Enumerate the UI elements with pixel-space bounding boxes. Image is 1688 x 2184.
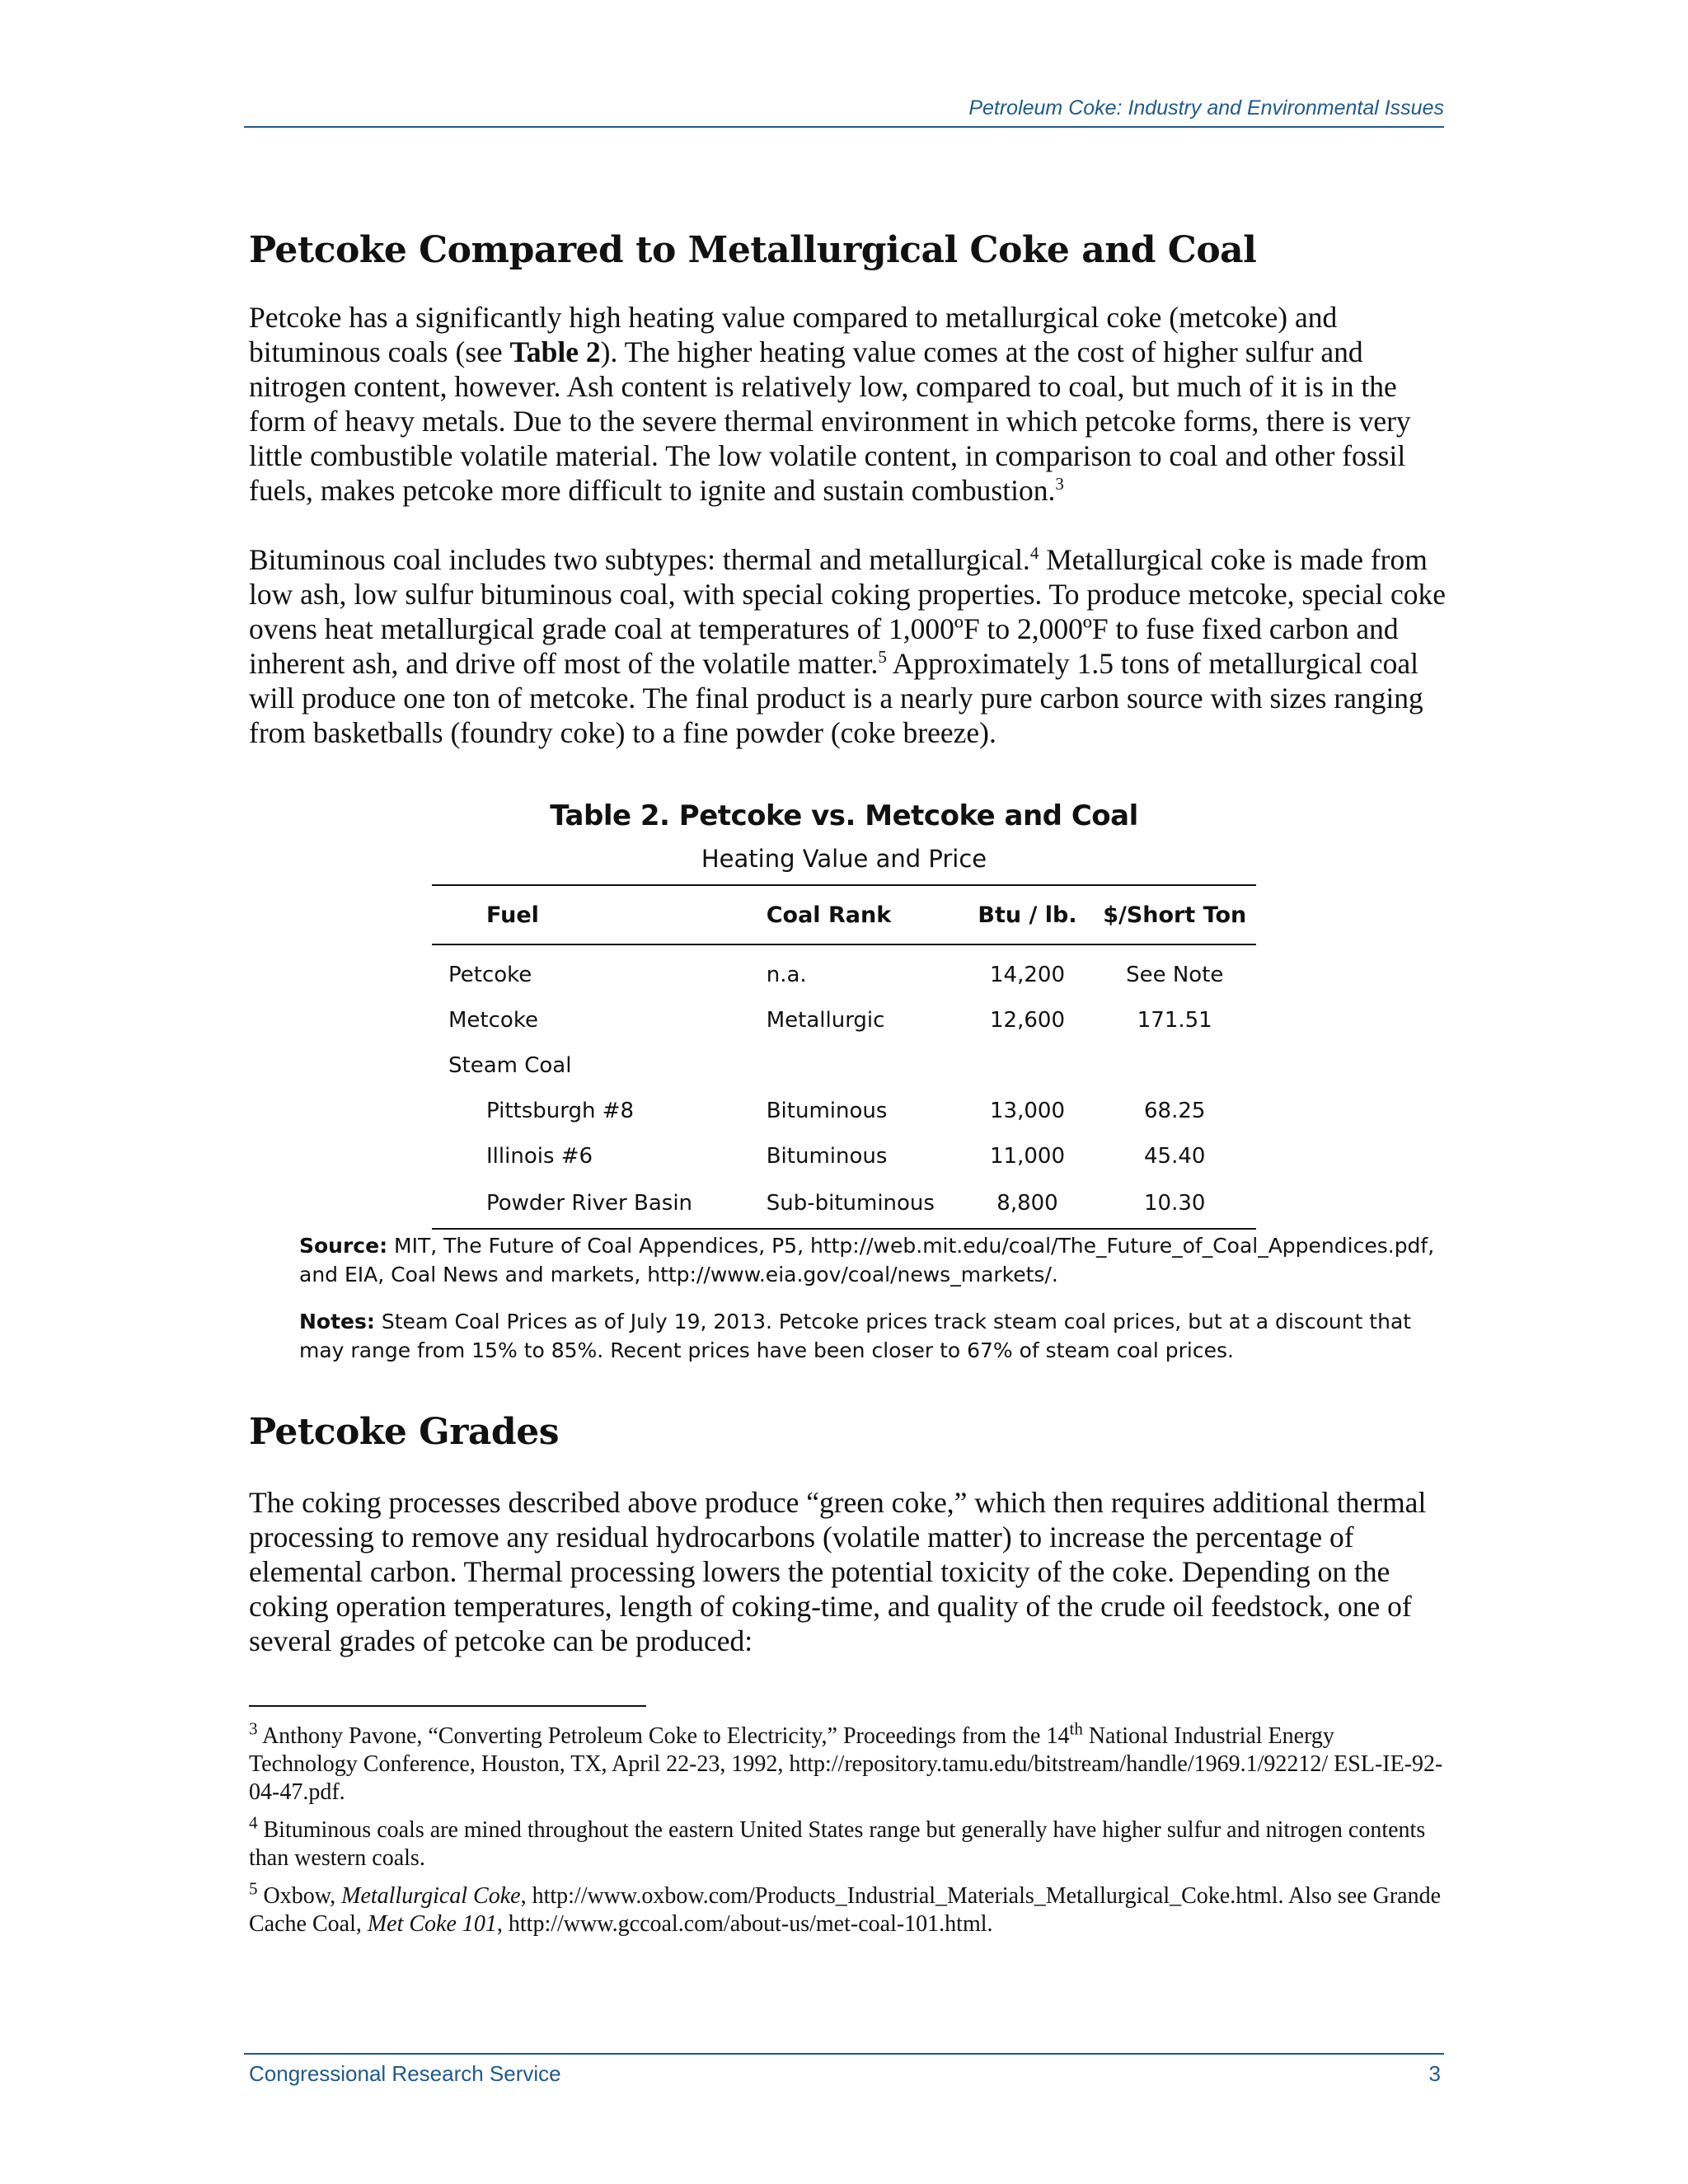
section-heading-grades: Petcoke Grades	[249, 1411, 559, 1453]
table-cell: Petcoke	[448, 962, 532, 987]
footnote-5: $^5$ Oxbow, Metallurgical Coke, http://www.oxbow.com/Products_Industrial_Materials_Metallurgical_Coke.html. Also see Grande Cache Coal, Met Coke 101, http://www.gccoal.com/about-us/met-coal-101.html.	[249, 1878, 1442, 1937]
table-cell: Bituminous	[766, 1098, 888, 1123]
column-header-fuel: Fuel	[432, 885, 767, 944]
table-cell: 12,600	[990, 1007, 1065, 1033]
table-cell	[962, 1043, 1094, 1088]
table-cell: Steam Coal	[448, 1052, 572, 1078]
table-cell: 171.51	[1137, 1007, 1212, 1033]
table-title: Table 2. Petcoke vs. Metcoke and Coal	[550, 799, 1138, 832]
footnote-ref-3: 3	[1055, 474, 1064, 494]
table-cell	[1093, 1043, 1256, 1088]
source-label: Source:	[299, 1234, 388, 1258]
table-cell: 14,200	[990, 962, 1065, 987]
column-header-btu: Btu / lb.	[962, 885, 1094, 944]
table-cell: Metallurgic	[766, 1007, 885, 1033]
table-subtitle: Heating Value and Price	[701, 845, 987, 873]
table-cell: Metcoke	[448, 1007, 538, 1033]
column-header-price: $/Short Ton	[1093, 885, 1256, 944]
table-cell: Bituminous	[766, 1143, 888, 1169]
paragraph-petcoke-grades: The coking processes described above produce “green coke,” which then requires additional thermal processing to remove any residual hydrocarbons (volatile matter) to increase the percentage of elemental carbon. Thermal processing lowers the potential toxicity of the coke. Depending on the coking operation temperatures, length of coking-time, and quality of the crude oil feedstock, one of several grades of petcoke can be produced:	[249, 1486, 1427, 1657]
table-cell: Powder River Basin	[432, 1179, 767, 1229]
footnote-ref-5: 5	[878, 647, 887, 668]
footnote-4: $^4$ Bituminous coals are mined throughout the eastern United States range but generally have higher sulfur and nitrogen contents than western coals.	[249, 1812, 1426, 1871]
table-cell: 11,000	[990, 1143, 1065, 1169]
notes-label: Notes:	[299, 1310, 375, 1333]
paragraph-bituminous-coal: Bituminous coal includes two subtypes: thermal and metallurgical.$^4$ Metallurgical coke is made from low ash, low sulfur bituminous coal, with special coking properties. To produce metcoke, special coke ovens heat metallurgical grade coal at temperatures of 1,000ºF to 2,000ºF to fuse fixed carbon and inherent ash, and drive off most of the volatile matter.$^5$ Approximately 1.5 tons of metallurgical coal will produce one ton of metcoke. The final product is a nearly pure carbon source with sizes ranging from basketballs (foundry coke) to a fine powder (coke breeze).	[249, 543, 1446, 749]
table-cell: Sub-bituminous	[767, 1179, 962, 1229]
page-number: 3	[1428, 2061, 1441, 2086]
table-row	[432, 1043, 1256, 1088]
table-row	[432, 944, 1256, 997]
table-notes: Notes: Steam Coal Prices as of July 19, 2013. Petcoke prices track steam coal prices, but at a discount that may range from 15% to 85%. Recent prices have been closer to 67% of steam coal prices.	[299, 1310, 1412, 1362]
table-cell: Illinois #6	[486, 1143, 593, 1169]
header-title: Petroleum Coke: Industry and Environmental Issues	[968, 96, 1444, 120]
table-cell: See Note	[1126, 962, 1224, 987]
footnote-ref-4: 4	[1029, 543, 1039, 564]
table-row	[432, 997, 1256, 1043]
footnote-3: $^3$ Anthony Pavone, “Converting Petroleum Coke to Electricity,” Proceedings from the 14th National Industrial Energy Technology Conference, Houston, TX, April 22-23, 1992, http://repository.tamu.edu/bitstream/handle/1969.1/92212/ ESL-IE-92-04-47.pdf.	[249, 1718, 1443, 1805]
table-cell: Pittsburgh #8	[486, 1098, 635, 1123]
table-cell: n.a.	[766, 962, 807, 987]
table-source-note: Source: MIT, The Future of Coal Appendices, P5, http://web.mit.edu/coal/The_Future_of_Coal_Appendices.pdf, and EIA, Coal News and markets, http://www.eia.gov/coal/news_markets/.	[299, 1234, 1435, 1286]
column-header-coal-rank: Coal Rank	[767, 885, 962, 944]
fuel-comparison-table	[432, 884, 1256, 1230]
footnote-separator	[249, 1705, 646, 1707]
table-cell: 10.30	[1093, 1179, 1256, 1229]
table-cell: 8,800	[962, 1179, 1094, 1229]
table-reference: Table 2	[509, 335, 601, 368]
table-row	[432, 1088, 1256, 1133]
table-cell: 45.40	[1144, 1143, 1206, 1169]
section-heading-comparison: Petcoke Compared to Metallurgical Coke and Coal	[249, 229, 1257, 271]
table-row	[432, 1133, 1256, 1179]
footer-publisher: Congressional Research Service	[249, 2061, 561, 2086]
table-cell: 13,000	[990, 1098, 1065, 1123]
table-cell	[767, 1043, 962, 1088]
table-cell: 68.25	[1144, 1098, 1206, 1123]
paragraph-petcoke-heating: Petcoke has a significantly high heating value compared to metallurgical coke (metcoke) and bituminous coals (see Table 2). The higher heating value comes at the cost of higher sulfur and nitrogen content, however. Ash content is relatively low, compared to coal, but much of it is in the form of heavy metals. Due to the severe thermal environment in which petcoke forms, there is very little combustible volatile material. The low volatile content, in comparison to coal and other fossil fuels, makes petcoke more difficult to ignite and sustain combustion.$^3$	[249, 301, 1411, 507]
table-row	[432, 1179, 1256, 1229]
running-header	[244, 96, 1444, 128]
table-header-row	[432, 885, 1256, 944]
running-footer	[244, 2053, 1444, 2088]
